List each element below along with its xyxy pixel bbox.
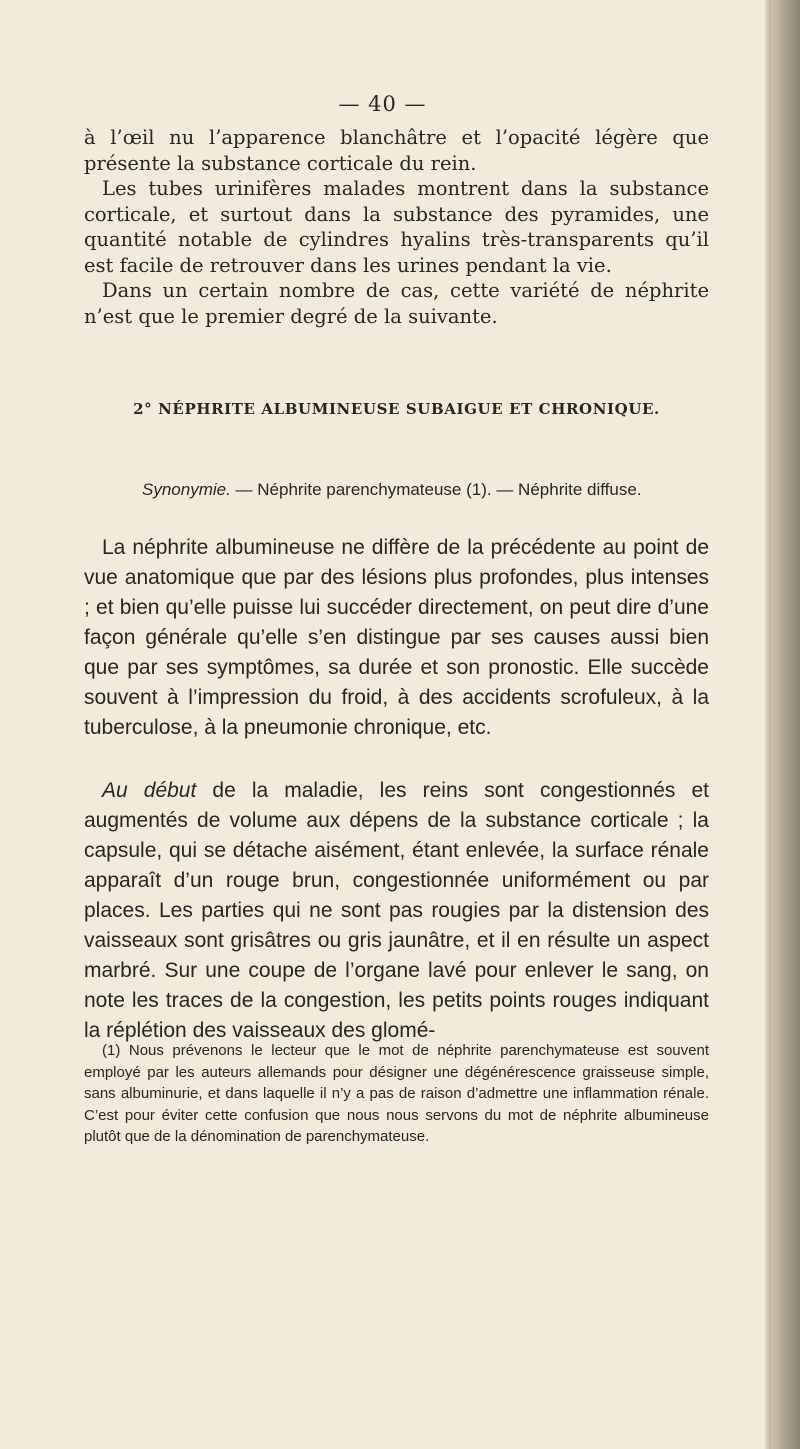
synonymie-text: — Néphrite parenchymateuse (1). — Néphrite diffuse.	[230, 480, 642, 499]
page-number: — 40 —	[338, 92, 427, 116]
paragraph-5-lead: Au début	[102, 779, 197, 802]
paragraph-5	[84, 776, 709, 1046]
body-text-2	[84, 776, 709, 1046]
paragraph-4: La néphrite albumineuse ne diffère de la précédente au point de vue anatomique que par des lésions plus profondes, plus intenses ; et bien qu’elle puisse lui succéder directement, on peut dire d’une façon générale qu’elle s’en distingue par ses causes aussi bien que par ses symptômes, sa durée et son pronostic. Elle succède souvent à l’impression du froid, à des accidents scrofuleux, à la tuberculose, à la pneumonie chronique, etc.	[84, 536, 709, 739]
paragraph-2: Les tubes urinifères malades montrent dans la substance corticale, et surtout dans la substance des pyramides, une quantité notable de cylindres hyalins très-transparents qu’il est facile de retrouver dans les urines pendant la vie.	[84, 177, 709, 277]
synonymie-lead: Synonymie.	[142, 480, 231, 499]
page-edge-shadow	[765, 0, 800, 1449]
body-text-1	[84, 533, 709, 743]
paragraph-3: Dans un certain nombre de cas, cette variété de néphrite n’est que le premier degré de la suivante.	[84, 279, 709, 328]
synonymie-line	[84, 480, 709, 500]
paragraph-1: à l’œil nu l’apparence blanchâtre et l’opacité légère que présente la substance corticale du rein.	[84, 126, 709, 175]
footnote: (1) Nous prévenons le lecteur que le mot de néphrite parenchymateuse est souvent employé par les auteurs allemands pour désigner une dégénérescence graisseuse simple, sans albuminurie, et dans laquelle il n’y a pas de raison d’admettre une inflammation rénale. C’est pour éviter cette confusion que nous nous servons du mot de néphrite albumineuse plutôt que de la dénomination de parenchymateuse.	[84, 1042, 709, 1145]
opening-text	[84, 125, 709, 329]
section-title: 2° NÉPHRITE ALBUMINEUSE SUBAIGUE ET CHRONIQUE.	[133, 400, 660, 418]
paragraph-5-text: de la maladie, les reins sont congestionnés et augmentés de volume aux dépens de la substance corticale ; la capsule, qui se détache aisément, étant enlevée, la surface rénale apparaît d’un rouge brun, congestionnée uniformément ou par places. Les parties qui ne sont pas rougies par la distension des vaisseaux sont grisâtres ou gris jaunâtre, et il en résulte un aspect marbré. Sur une coupe de l’organe lavé pour enlever le sang, on note les traces de la congestion, les petits points rouges indiquant la réplétion des vaisseaux des glomé-	[84, 779, 709, 1042]
